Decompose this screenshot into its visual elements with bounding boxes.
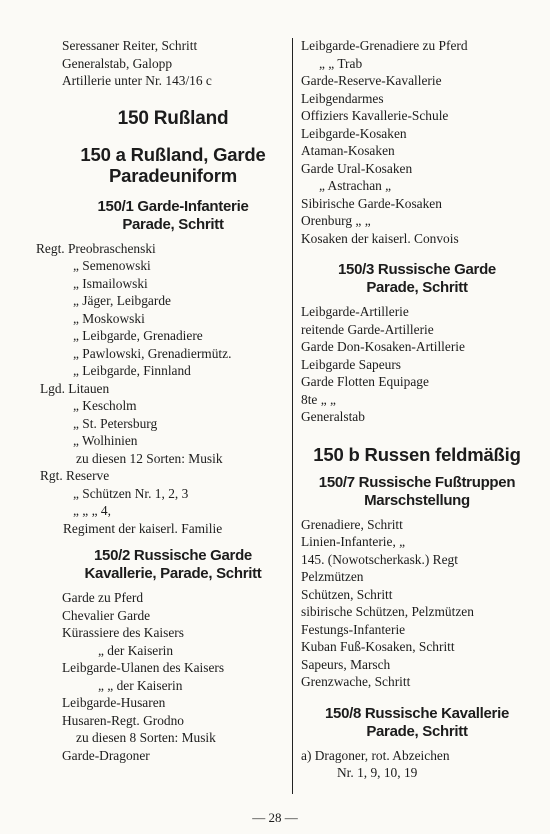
list-item: Sibirische Garde-Kosaken <box>301 195 442 211</box>
list-item: Pelzmützen <box>301 569 364 584</box>
list-item: „ „ „ 4, <box>73 503 111 518</box>
list-item: Grenzwache, Schritt <box>301 674 411 689</box>
list-item: Garde-Dragoner <box>62 747 150 763</box>
list-item: Leibgarde-Ulanen des Kaisers <box>62 660 225 675</box>
list-150-2 <box>62 589 284 764</box>
list-item: „ Schützen Nr. 1, 2, 3 <box>73 485 189 501</box>
list-item: Kosaken der kaiserl. Convois <box>301 230 459 246</box>
list-item: Orenburg „ „ <box>301 213 371 228</box>
list-item: Rgt. Reserve <box>40 468 110 483</box>
text-line: Generalstab, Galopp <box>62 55 173 71</box>
list-item: Offiziers Kavallerie-Schule <box>301 108 449 123</box>
list-item: Ataman-Kosaken <box>301 143 395 158</box>
list-item: Leibgarde-Grenadiere zu Pferd <box>301 38 468 53</box>
list-item: „ Semenowski <box>73 258 151 273</box>
list-item: Garde Ural-Kosaken <box>301 160 413 176</box>
left-column <box>36 37 284 764</box>
list-item: „ Astrachan „ <box>319 178 392 193</box>
list-item: Leibgarde-Artillerie <box>301 304 409 319</box>
list-item: 145. (Nowotscherkask.) Regt <box>301 551 458 567</box>
list-150-1 <box>36 240 284 538</box>
list-item: Grenadiere, Schritt <box>301 516 403 532</box>
heading-150b: 150 b Russen feldmäßig <box>313 443 521 465</box>
heading-150: 150 Rußland <box>117 107 229 129</box>
heading-150a: 150 a Rußland, Garde Paradeuniform <box>80 143 266 186</box>
list-item: sibirische Schützen, Pelzmützen <box>301 604 474 619</box>
list-150-2-cont <box>301 37 533 247</box>
list-item: „ „ Trab <box>319 55 363 71</box>
list-item: „ Leibgarde, Grenadiere <box>73 328 203 343</box>
list-item: Leibgendarmes <box>301 90 384 106</box>
list-item: Leibgarde Sapeurs <box>301 356 402 372</box>
list-item: Garde Flotten Equipage <box>301 374 429 389</box>
list-150-3 <box>301 303 533 426</box>
list-150-7 <box>301 516 533 691</box>
list-item: „ Pawlowski, Grenadiermütz. <box>73 345 232 361</box>
list-item: Garde-Reserve-Kavallerie <box>301 73 442 88</box>
list-item: Generalstab <box>301 409 365 424</box>
list-item: Leibgarde-Husaren <box>62 695 166 710</box>
heading-150-1: 150/1 Garde-Infanterie Parade, Schritt <box>97 197 249 233</box>
list-item: „ St. Petersburg <box>73 415 158 431</box>
list-item: Regiment der kaiserl. Familie <box>63 520 223 536</box>
list-item: Leibgarde-Kosaken <box>301 125 407 141</box>
list-item: Sapeurs, Marsch <box>301 656 391 672</box>
list-item: „ „ der Kaiserin <box>98 677 183 693</box>
list-item: Regt. Preobraschenski <box>36 240 156 256</box>
text-line: Seressaner Reiter, Schritt <box>62 38 198 53</box>
column-divider <box>292 38 293 794</box>
list-item: Festungs-Infanterie <box>301 621 406 637</box>
list-item: zu diesen 12 Sorten: Musik <box>76 450 223 466</box>
list-150-8 <box>301 747 533 782</box>
heading-150-3: 150/3 Russische Garde Parade, Schritt <box>338 261 496 296</box>
list-item: „ Kescholm <box>73 398 137 413</box>
list-item: Husaren-Regt. Grodno <box>62 712 184 728</box>
list-item: reitende Garde-Artillerie <box>301 321 434 337</box>
heading-150-8: 150/8 Russische Kavallerie Parade, Schritt <box>325 704 509 740</box>
list-item: Garde Don-Kosaken-Artillerie <box>301 339 465 354</box>
list-item: Kuban Fuß-Kosaken, Schritt <box>301 639 455 654</box>
list-item: a) Dragoner, rot. Abzeichen <box>301 747 450 763</box>
list-item: Schützen, Schritt <box>301 586 393 602</box>
page-number: — 28 — <box>252 810 298 825</box>
list-item: Linien-Infanterie, „ <box>301 534 406 549</box>
list-item: „ Jäger, Leibgarde <box>73 293 171 308</box>
list-item: zu diesen 8 Sorten: Musik <box>76 730 216 745</box>
list-item: „ Moskowski <box>73 310 145 326</box>
list-item: Chevalier Garde <box>62 607 151 623</box>
heading-150-2: 150/2 Russische Garde Kavallerie, Parade, Schritt <box>84 547 262 582</box>
list-item: Lgd. Litauen <box>40 380 110 396</box>
list-item: Garde zu Pferd <box>62 590 144 605</box>
list-item: Kürassiere des Kaisers <box>62 625 184 640</box>
list-item: 8te „ „ <box>301 391 336 407</box>
list-item: „ Ismailowski <box>73 275 148 291</box>
text-line: Artillerie unter Nr. 143/16 c <box>62 73 212 88</box>
list-item: „ Leibgarde, Finnland <box>73 363 191 378</box>
right-column <box>301 37 533 782</box>
list-item: „ der Kaiserin <box>98 642 174 658</box>
heading-150-7: 150/7 Russische Fußtruppen Marschstellung <box>318 473 516 509</box>
list-item: „ Wolhinien <box>73 433 138 448</box>
list-item: Nr. 1, 9, 10, 19 <box>337 765 418 780</box>
